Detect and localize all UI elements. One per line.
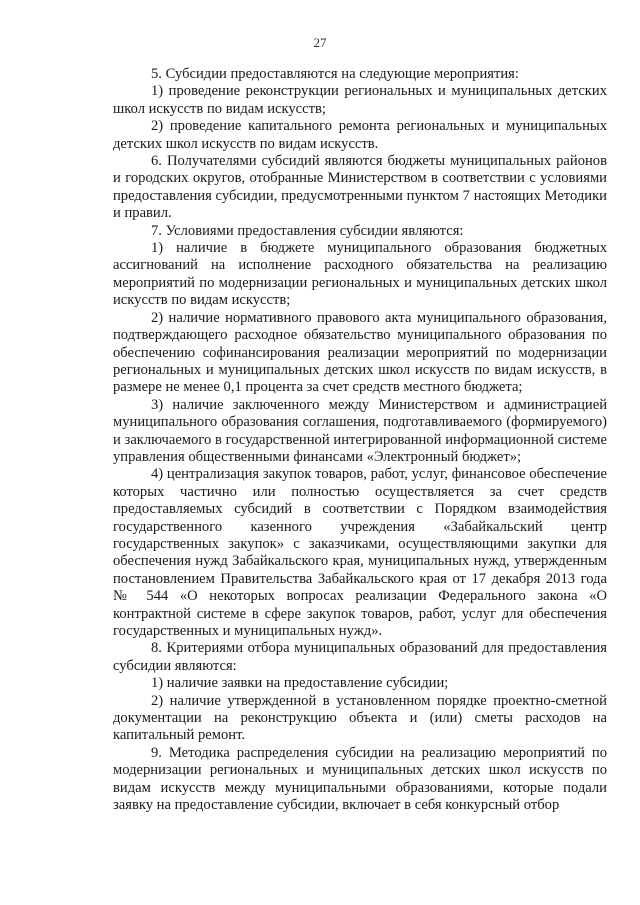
paragraph-7: 7. Условиями предоставления субсидии являются: [151, 222, 464, 239]
paragraph-8-item-2: 2) наличие утвержденной в установленном порядке проектно-сметной документации на реконструкцию объекта и (или) сметы расходов на капитальный ремонт. [113, 692, 607, 744]
paragraph-8-item-1: 1) наличие заявки на предоставление субсидии; [151, 675, 449, 692]
paragraph-7-item-4: 4) централизация закупок товаров, работ, услуг, финансовое обеспечение которых частично или полностью осуществляется за счет средств предоставляемых субсидий в соответствии с Порядком взаимодействия государственного казенного учреждения «Забайкальский центр государственных закупок» с заказчиками, осуществляющими закупки для обеспечения нужд Забайкальского края, муниципальных нужд, утвержденным постановлением Правительства Забайкальского края от 17 декабря 2013 года № 544 «О некоторых вопросах реализации Федерального закона «О контрактной системе в сфере закупок товаров, работ, услуг для обеспечения государственных и муниципальных нужд». [113, 466, 607, 639]
document-body [113, 66, 607, 814]
paragraph-6: 6. Получателями субсидий являются бюджеты муниципальных районов и городских округов, отобранные Министерством в соответствии с условиями предоставления субсидии, предусмотренными пунктом 7 настоящих Методики и правил. [113, 153, 607, 222]
paragraph-5-item-1: 1) проведение реконструкции региональных и муниципальных детских школ искусств по видам искусств; [113, 83, 607, 117]
paragraph-5: 5. Субсидии предоставляются на следующие мероприятия: [151, 66, 519, 82]
paragraph-8: 8. Критериями отбора муниципальных образований для предоставления субсидии являются: [113, 640, 607, 674]
page-number: 27 [313, 35, 327, 50]
paragraph-7-item-2: 2) наличие нормативного правового акта муниципального образования, подтверждающего расходное обязательство муниципального образования по обеспечению софинансирования реализации мероприятий по модернизации региональных и муниципальных детских школ искусств по видам искусств, в размере не менее 0,1 процента за счет средств местного бюджета; [113, 309, 607, 396]
paragraph-7-item-3: 3) наличие заключенного между Министерством и администрацией муниципального образования соглашения, подготавливаемого (формируемого) и заключаемого в государственной интегрированной информационной системе управления общественными финансами «Электронный бюджет»; [113, 396, 607, 465]
paragraph-7-item-1: 1) наличие в бюджете муниципального образования бюджетных ассигнований на исполнение расходного обязательства на реализацию мероприятий по модернизации региональных и муниципальных детских школ искусств по видам искусств; [113, 240, 607, 309]
paragraph-9: 9. Методика распределения субсидии на реализацию мероприятий по модернизации региональных и муниципальных детских школ искусств по видам искусств между муниципальными образованиями, которые подали заявку на предоставление субсидии, включает в себя конкурсный отбор [113, 744, 607, 814]
paragraph-5-item-2: 2) проведение капитального ремонта региональных и муниципальных детских школ искусств по видам искусств. [113, 118, 607, 152]
